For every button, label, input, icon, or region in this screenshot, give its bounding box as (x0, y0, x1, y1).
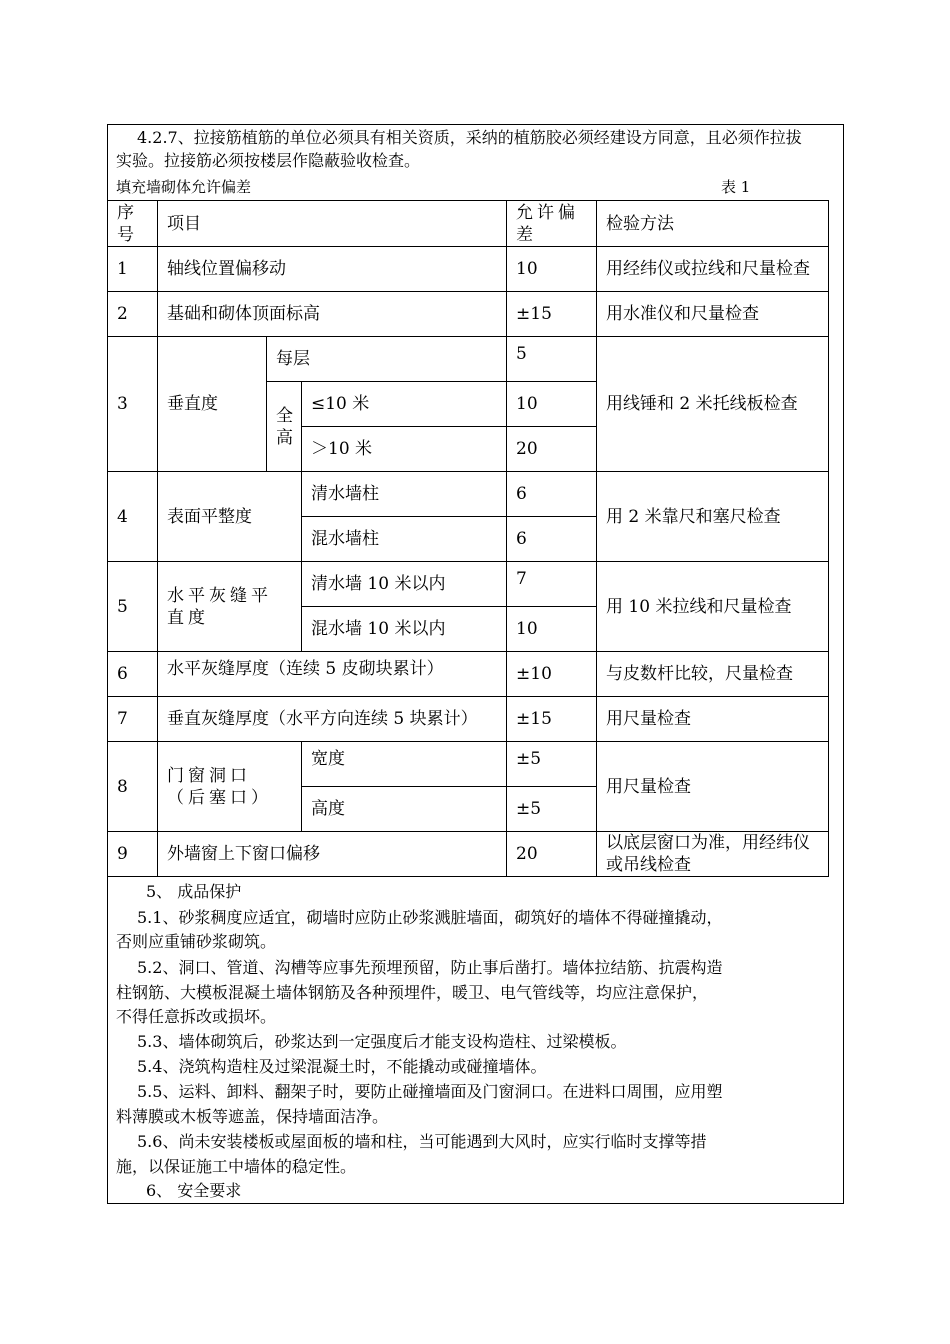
row-item: 门窗洞口（后塞口） (158, 742, 302, 832)
row-tolerance: 10 (507, 247, 597, 292)
header-tolerance: 允许偏差 (507, 201, 597, 247)
table-row (108, 292, 829, 337)
row-tolerance: 7 (507, 562, 597, 607)
row-tolerance: 20 (507, 832, 597, 877)
table-row (108, 832, 829, 877)
row-method: 用尺量检查 (597, 742, 829, 832)
paragraph-5-1: 5.1、砂浆稠度应适宜，砌墙时应防止砂浆溅脏墙面，砌筑好的墙体不得碰撞撬动， (137, 908, 723, 927)
header-item: 项目 (158, 201, 507, 247)
row-subitem: 高度 (302, 787, 507, 832)
row-method: 用经纬仪或拉线和尺量检查 (597, 247, 829, 292)
row-method: 用尺量检查 (597, 697, 829, 742)
row-method: 以底层窗口为准，用经纬仪或吊线检查 (597, 832, 829, 877)
paragraph-5-3: 5.3、墙体砌筑后，砂浆达到一定强度后才能支设构造柱、过梁模板。 (137, 1032, 627, 1051)
row-tolerance: ±15 (507, 697, 597, 742)
intro-line-1: 4.2.7、拉接筋植筋的单位必须具有相关资质，采纳的植筋胶必须经建设方同意，且必须作拉拔 (137, 128, 802, 147)
header-method: 检验方法 (597, 201, 829, 247)
row-method: 用 2 米靠尺和塞尺检查 (597, 472, 829, 562)
row-subitem: ＞10 米 (302, 427, 507, 472)
paragraph-5-1-cont: 否则应重铺砂浆砌筑。 (116, 932, 277, 951)
row-item: 外墙窗上下窗口偏移 (158, 832, 507, 877)
row-seq: 3 (108, 337, 158, 472)
row-seq: 8 (108, 742, 158, 832)
paragraph-5-2-cont: 不得任意拆改或损坏。 (116, 1007, 277, 1026)
table-row (108, 742, 829, 787)
row-tolerance: 6 (507, 517, 597, 562)
row-tolerance: ±5 (507, 742, 597, 787)
row-subitem: 混水墙 10 米以内 (302, 607, 507, 652)
row-item: 水平灰缝平直度 (158, 562, 302, 652)
row-seq: 6 (108, 652, 158, 697)
row-seq: 4 (108, 472, 158, 562)
row-tolerance: ±5 (507, 787, 597, 832)
row-seq: 9 (108, 832, 158, 877)
row-tolerance: 10 (507, 607, 597, 652)
row-subitem: 清水墙 10 米以内 (302, 562, 507, 607)
row-tolerance: 5 (507, 337, 597, 382)
table-row (108, 562, 829, 607)
paragraph-5-2-cont: 柱钢筋、大模板混凝土墙体钢筋及各种预埋件，暖卫、电气管线等，均应注意保护， (116, 983, 709, 1002)
row-tolerance: 6 (507, 472, 597, 517)
tolerance-table (107, 200, 829, 877)
row-method: 与皮数杆比较，尺量检查 (597, 652, 829, 697)
row-subitem: 每层 (267, 337, 507, 382)
paragraph-5-5: 5.5、运料、卸料、翻架子时，要防止碰撞墙面及门窗洞口。在进料口周围，应用塑 (137, 1082, 723, 1101)
section-5-heading: 5、 成品保护 (146, 882, 242, 901)
row-tolerance: ±15 (507, 292, 597, 337)
table-row (108, 337, 829, 382)
row-item: 水平灰缝厚度（连续 5 皮砌块累计） (158, 652, 507, 697)
row-item: 垂直灰缝厚度（水平方向连续 5 块累计） (158, 697, 507, 742)
row-seq: 7 (108, 697, 158, 742)
row-seq: 2 (108, 292, 158, 337)
row-item: 表面平整度 (158, 472, 302, 562)
table-row (108, 247, 829, 292)
row-method: 用线锤和 2 米托线板检查 (597, 337, 829, 472)
row-tolerance: ±10 (507, 652, 597, 697)
table-row (108, 697, 829, 742)
paragraph-5-5-cont: 料薄膜或木板等遮盖，保持墙面洁净。 (116, 1107, 389, 1126)
section-6-heading: 6、 安全要求 (146, 1181, 242, 1200)
row-subitem: 清水墙柱 (302, 472, 507, 517)
paragraph-5-6-cont: 施，以保证施工中墙体的稳定性。 (116, 1157, 357, 1176)
row-method: 用水准仪和尺量检查 (597, 292, 829, 337)
table-number: 表 1 (721, 178, 751, 196)
row-subitem: 宽度 (302, 742, 507, 787)
table-caption: 填充墙砌体允许偏差 (116, 178, 252, 196)
row-subitem: ≤10 米 (302, 382, 507, 427)
row-tolerance: 10 (507, 382, 597, 427)
paragraph-5-6: 5.6、尚未安装楼板或屋面板的墙和柱，当可能遇到大风时，应实行临时支撑等措 (137, 1132, 707, 1151)
row-seq: 5 (108, 562, 158, 652)
row-item: 垂直度 (158, 337, 267, 472)
table-header-row (108, 201, 829, 247)
table-row (108, 652, 829, 697)
row-subitem: 全高 (267, 382, 302, 472)
paragraph-5-2: 5.2、洞口、管道、沟槽等应事先预埋预留，防止事后凿打。墙体拉结筋、抗震构造 (137, 958, 723, 977)
row-tolerance: 20 (507, 427, 597, 472)
row-seq: 1 (108, 247, 158, 292)
row-item: 轴线位置偏移动 (158, 247, 507, 292)
header-seq: 序号 (108, 201, 158, 247)
table-row (108, 472, 829, 517)
row-method: 用 10 米拉线和尺量检查 (597, 562, 829, 652)
row-item: 基础和砌体顶面标高 (158, 292, 507, 337)
paragraph-5-4: 5.4、浇筑构造柱及过梁混凝土时，不能撬动或碰撞墙体。 (137, 1057, 547, 1076)
intro-line-2: 实验。拉接筋必须按楼层作隐蔽验收检查。 (116, 151, 421, 170)
row-subitem: 混水墙柱 (302, 517, 507, 562)
